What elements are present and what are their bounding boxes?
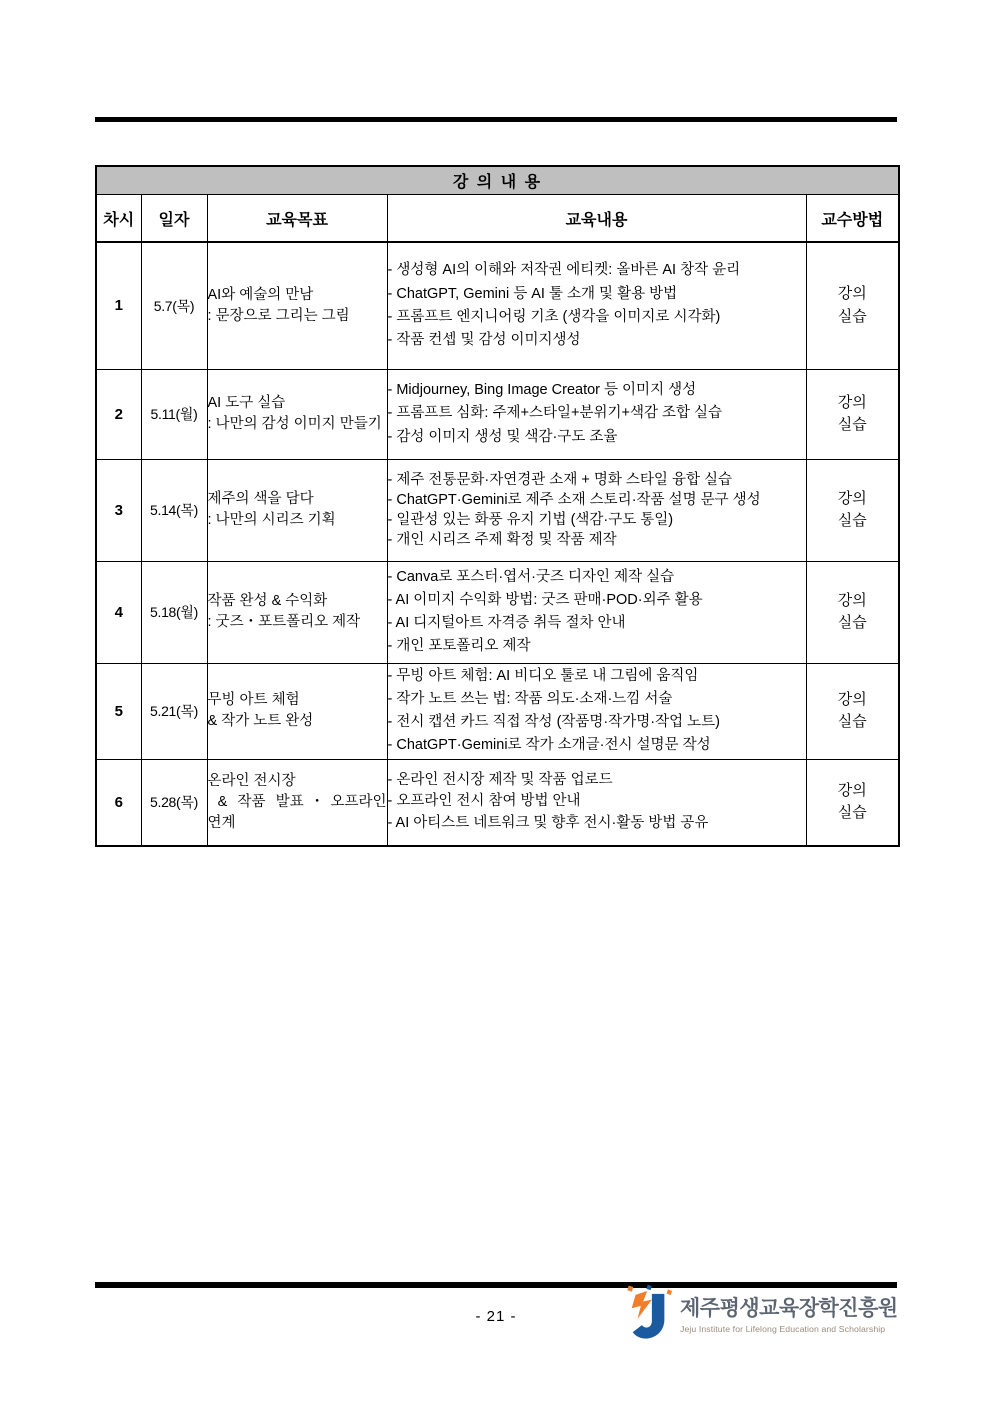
method-line: 강의 (837, 591, 867, 609)
page-number: - 21 - (475, 1308, 517, 1325)
top-divider-rule (95, 117, 897, 122)
goal-line: & 작가 노트 완성 (207, 713, 314, 729)
method-line: 실습 (837, 512, 867, 529)
content-item: - 일관성 있는 화풍 유지 기법 (색감·구도 통일) (387, 512, 674, 528)
session-content (387, 242, 806, 369)
session-method (806, 369, 899, 459)
institute-logo-text (680, 1285, 898, 1334)
session-goal (207, 459, 387, 561)
goal-line: : 나만의 시리즈 기획 (207, 512, 336, 528)
method-line: 강의 (837, 489, 867, 507)
session-method (806, 459, 899, 561)
content-item: - 감성 이미지 생성 및 색감·구도 조율 (387, 428, 618, 445)
content-item: - Canva로 포스터·엽서·굿즈 디자인 제작 실습 (387, 568, 675, 585)
method-line: 실습 (837, 804, 867, 822)
session-number: 1 (96, 242, 141, 369)
session-date: 5.28(목) (141, 759, 207, 846)
content-item: - 무빙 아트 체험: AI 비디오 툴로 내 그림에 움직임 (387, 667, 699, 684)
content-item: - ChatGPT·Gemini로 작가 소개글·전시 설명문 작성 (387, 737, 711, 754)
session-date: 5.18(월) (141, 561, 207, 663)
goal-line: 제주의 색을 담다 (207, 490, 314, 507)
content-item: - AI 디지털아트 자격증 취득 절차 안내 (387, 615, 626, 631)
institute-name-korean: 제주평생교육장학진흥원 (680, 1297, 898, 1320)
goal-line: AI 도구 실습 (207, 394, 286, 411)
content-item: - AI 아티스트 네트워크 및 향후 전시·활동 방법 공유 (387, 815, 709, 832)
session-content (387, 369, 806, 459)
content-item: - 작가 노트 쓰는 법: 작품 의도·소재·느낌 서술 (387, 690, 673, 707)
institute-name-english: Jeju Institute for Lifelong Education and Scholarship (680, 1324, 886, 1334)
session-date: 5.14(목) (141, 459, 207, 561)
table-header-row (96, 195, 899, 243)
table-title-row (96, 166, 899, 195)
method-line: 실습 (837, 416, 867, 433)
goal-line: AI와 예술의 만남 (207, 286, 314, 303)
col-header-method: 교수방법 (806, 195, 899, 243)
session-goal (207, 759, 387, 846)
content-item: - 전시 캡션 카드 직접 작성 (작품명·작가명·작업 노트) (387, 714, 720, 730)
content-item: - 개인 포토폴리오 제작 (387, 638, 531, 655)
content-item: - 제주 전통문화·자연경관 소재 + 명화 스타일 융합 실습 (387, 472, 732, 488)
table-row (96, 459, 899, 561)
session-number: 2 (96, 369, 141, 459)
table-row (96, 561, 899, 663)
session-goal (207, 663, 387, 759)
goal-line: 작품 완성 & 수익화 (207, 592, 328, 609)
method-line: 강의 (837, 393, 867, 411)
content-item: - 작품 컨셉 및 감성 이미지생성 (387, 331, 581, 348)
goal-line: : 문장으로 그리는 그림 (207, 307, 350, 324)
session-method (806, 759, 899, 846)
table-row (96, 242, 899, 369)
table-row (96, 759, 899, 846)
session-method (806, 663, 899, 759)
session-date: 5.21(목) (141, 663, 207, 759)
session-date: 5.11(월) (141, 369, 207, 459)
content-item: - Midjourney, Bing Image Creator 등 이미지 생성 (387, 382, 697, 399)
table-row (96, 369, 899, 459)
method-line: 강의 (837, 781, 867, 799)
col-header-goal: 교육목표 (207, 195, 387, 243)
content-item: - 오프라인 전시 참여 방법 안내 (387, 793, 581, 810)
session-method (806, 242, 899, 369)
content-item: - 생성형 AI의 이해와 저작권 에티켓: 올바른 AI 창작 윤리 (387, 262, 741, 279)
session-content (387, 561, 806, 663)
col-header-session: 차시 (96, 195, 141, 243)
col-header-content: 교육내용 (387, 195, 806, 243)
method-line: 강의 (837, 690, 867, 708)
session-content (387, 759, 806, 846)
goal-line: & 작품 발표・오프라인 연계 (207, 793, 387, 831)
content-item: - AI 이미지 수익화 방법: 굿즈 판매·POD·외주 활용 (387, 591, 703, 608)
col-header-date: 일자 (141, 195, 207, 243)
session-method (806, 561, 899, 663)
content-item: - 프롬프트 심화: 주제+스타일+분위기+색감 조합 실습 (387, 405, 723, 422)
institute-logo (625, 1285, 898, 1345)
content-item: - 개인 시리즈 주제 확정 및 작품 제작 (387, 532, 617, 548)
method-line: 실습 (837, 307, 867, 325)
goal-line: 온라인 전시장 (207, 772, 296, 789)
session-number: 6 (96, 759, 141, 846)
content-item: - ChatGPT·Gemini로 제주 소재 스토리·작품 설명 문구 생성 (387, 492, 761, 508)
session-number: 5 (96, 663, 141, 759)
session-content (387, 459, 806, 561)
session-goal (207, 242, 387, 369)
session-number: 4 (96, 561, 141, 663)
goal-line: : 나만의 감성 이미지 만들기 (207, 416, 382, 432)
content-item: - ChatGPT, Gemini 등 AI 툴 소개 및 활용 방법 (387, 285, 678, 302)
session-goal (207, 561, 387, 663)
content-item: - 프롬프트 엔지니어링 기초 (생각을 이미지로 시각화) (387, 308, 721, 325)
session-number: 3 (96, 459, 141, 561)
goal-line: : 굿즈・포트폴리오 제작 (207, 614, 361, 630)
table-title: 강 의 내 용 (96, 166, 899, 195)
content-item: - 온라인 전시장 제작 및 작품 업로드 (387, 771, 613, 788)
lecture-content-table (95, 165, 900, 847)
method-line: 실습 (837, 713, 867, 730)
institute-logo-icon (625, 1285, 673, 1345)
table-row (96, 663, 899, 759)
session-date: 5.7(목) (141, 242, 207, 369)
method-line: 실습 (837, 614, 867, 631)
session-goal (207, 369, 387, 459)
goal-line: 무빙 아트 체험 (207, 691, 300, 708)
session-content (387, 663, 806, 759)
method-line: 강의 (837, 285, 867, 303)
